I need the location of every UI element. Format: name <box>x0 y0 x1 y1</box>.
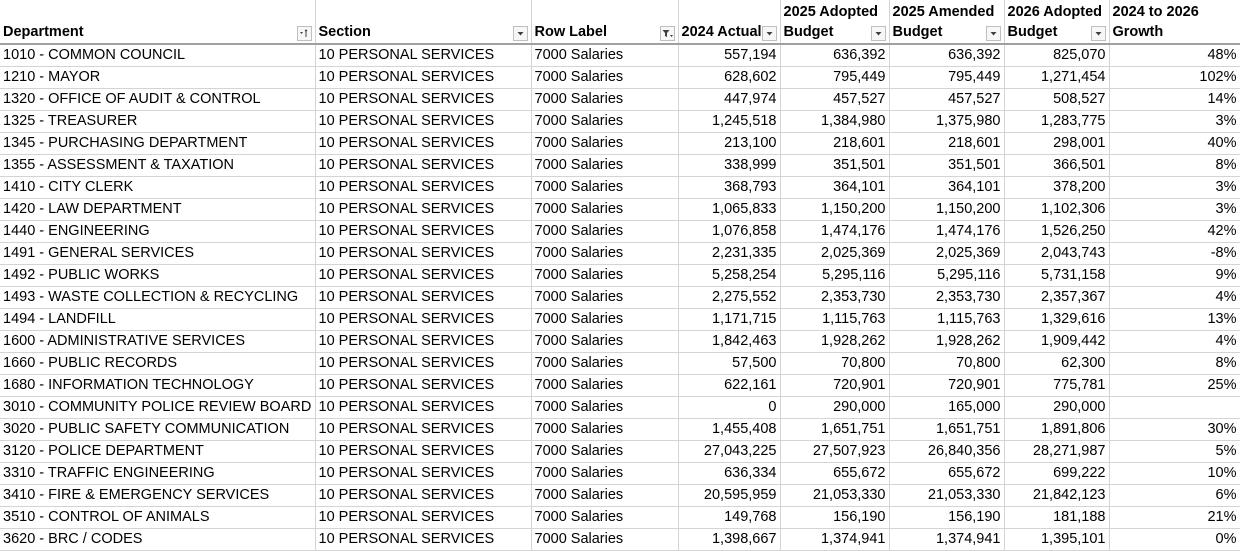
actual-2024-cell[interactable]: 5,258,254 <box>678 265 780 287</box>
row-label-cell[interactable]: 7000 Salaries <box>531 177 678 199</box>
adopted-2026-cell[interactable]: 1,395,101 <box>1004 529 1109 551</box>
table-row <box>0 177 1240 199</box>
department-cell[interactable]: 1680 - INFORMATION TECHNOLOGY <box>0 375 315 397</box>
header-2026-adopted[interactable] <box>1004 0 1109 44</box>
row-label-cell[interactable]: 7000 Salaries <box>531 463 678 485</box>
row-label-cell[interactable]: 7000 Salaries <box>531 287 678 309</box>
growth-cell[interactable]: 8% <box>1109 353 1240 375</box>
header-row-label-label: Row Label <box>534 24 608 40</box>
table-row <box>0 89 1240 111</box>
actual-2024-cell[interactable]: 338,999 <box>678 155 780 177</box>
section-cell[interactable]: 10 PERSONAL SERVICES <box>315 221 531 243</box>
amended-2025-cell[interactable]: 1,651,751 <box>889 419 1004 441</box>
growth-cell[interactable]: 40% <box>1109 133 1240 155</box>
header-2025-adopted[interactable] <box>780 0 889 44</box>
header-2025-adopted-line1: 2025 Adopted <box>783 4 879 20</box>
section-cell[interactable]: 10 PERSONAL SERVICES <box>315 89 531 111</box>
table-row <box>0 133 1240 155</box>
adopted-2026-cell[interactable]: 1,891,806 <box>1004 419 1109 441</box>
table-row <box>0 199 1240 221</box>
filter-dropdown-icon[interactable] <box>1091 26 1106 41</box>
adopted-2025-cell[interactable]: 70,800 <box>780 353 889 375</box>
amended-2025-cell[interactable]: 1,150,200 <box>889 199 1004 221</box>
adopted-2026-cell[interactable]: 28,271,987 <box>1004 441 1109 463</box>
actual-2024-cell[interactable]: 1,076,858 <box>678 221 780 243</box>
adopted-2025-cell[interactable]: 5,295,116 <box>780 265 889 287</box>
amended-2025-cell[interactable]: 1,474,176 <box>889 221 1004 243</box>
adopted-2025-cell[interactable]: 351,501 <box>780 155 889 177</box>
actual-2024-cell[interactable]: 1,842,463 <box>678 331 780 353</box>
adopted-2026-cell[interactable]: 62,300 <box>1004 353 1109 375</box>
adopted-2026-cell[interactable]: 1,102,306 <box>1004 199 1109 221</box>
section-cell[interactable]: 10 PERSONAL SERVICES <box>315 177 531 199</box>
section-cell[interactable]: 10 PERSONAL SERVICES <box>315 111 531 133</box>
adopted-2026-cell[interactable]: 21,842,123 <box>1004 485 1109 507</box>
section-cell[interactable]: 10 PERSONAL SERVICES <box>315 485 531 507</box>
department-cell[interactable]: 3120 - POLICE DEPARTMENT <box>0 441 315 463</box>
department-cell[interactable]: 1325 - TREASURER <box>0 111 315 133</box>
department-cell[interactable]: 3020 - PUBLIC SAFETY COMMUNICATION <box>0 419 315 441</box>
filter-dropdown-icon[interactable] <box>762 26 777 41</box>
adopted-2025-cell[interactable]: 1,474,176 <box>780 221 889 243</box>
actual-2024-cell[interactable]: 149,768 <box>678 507 780 529</box>
section-cell[interactable]: 10 PERSONAL SERVICES <box>315 67 531 89</box>
department-cell[interactable]: 1493 - WASTE COLLECTION & RECYCLING <box>0 287 315 309</box>
adopted-2025-cell[interactable]: 290,000 <box>780 397 889 419</box>
growth-cell[interactable]: 25% <box>1109 375 1240 397</box>
amended-2025-cell[interactable]: 218,601 <box>889 133 1004 155</box>
actual-2024-cell[interactable]: 1,398,667 <box>678 529 780 551</box>
section-cell[interactable]: 10 PERSONAL SERVICES <box>315 441 531 463</box>
amended-2025-cell[interactable]: 457,527 <box>889 89 1004 111</box>
adopted-2025-cell[interactable]: 156,190 <box>780 507 889 529</box>
department-cell[interactable]: 3010 - COMMUNITY POLICE REVIEW BOARD <box>0 397 315 419</box>
header-section[interactable] <box>315 0 531 44</box>
table-row <box>0 111 1240 133</box>
adopted-2025-cell[interactable]: 1,651,751 <box>780 419 889 441</box>
row-label-cell[interactable]: 7000 Salaries <box>531 331 678 353</box>
department-cell[interactable]: 3620 - BRC / CODES <box>0 529 315 551</box>
department-cell[interactable]: 1440 - ENGINEERING <box>0 221 315 243</box>
adopted-2026-cell[interactable]: 290,000 <box>1004 397 1109 419</box>
row-label-cell[interactable]: 7000 Salaries <box>531 375 678 397</box>
growth-cell[interactable]: 14% <box>1109 89 1240 111</box>
section-cell[interactable]: 10 PERSONAL SERVICES <box>315 155 531 177</box>
department-cell[interactable]: 3510 - CONTROL OF ANIMALS <box>0 507 315 529</box>
table-row <box>0 485 1240 507</box>
department-cell[interactable]: 1355 - ASSESSMENT & TAXATION <box>0 155 315 177</box>
section-cell[interactable]: 10 PERSONAL SERVICES <box>315 507 531 529</box>
header-row <box>0 0 1240 44</box>
table-row <box>0 309 1240 331</box>
table-row <box>0 221 1240 243</box>
growth-cell[interactable]: 42% <box>1109 221 1240 243</box>
table-row <box>0 441 1240 463</box>
amended-2025-cell[interactable]: 1,928,262 <box>889 331 1004 353</box>
section-cell[interactable]: 10 PERSONAL SERVICES <box>315 463 531 485</box>
row-label-cell[interactable]: 7000 Salaries <box>531 155 678 177</box>
department-cell[interactable]: 1491 - GENERAL SERVICES <box>0 243 315 265</box>
actual-2024-cell[interactable]: 213,100 <box>678 133 780 155</box>
adopted-2025-cell[interactable]: 1,384,980 <box>780 111 889 133</box>
actual-2024-cell[interactable]: 2,275,552 <box>678 287 780 309</box>
section-cell[interactable]: 10 PERSONAL SERVICES <box>315 397 531 419</box>
row-label-cell[interactable]: 7000 Salaries <box>531 111 678 133</box>
amended-2025-cell[interactable]: 364,101 <box>889 177 1004 199</box>
amended-2025-cell[interactable]: 156,190 <box>889 507 1004 529</box>
adopted-2025-cell[interactable]: 21,053,330 <box>780 485 889 507</box>
section-cell[interactable]: 10 PERSONAL SERVICES <box>315 265 531 287</box>
header-growth[interactable] <box>1109 0 1240 44</box>
header-2026-adopted-line1: 2026 Adopted <box>1007 4 1103 20</box>
header-2026-adopted-line2: Budget <box>1007 24 1058 40</box>
department-cell[interactable]: 1345 - PURCHASING DEPARTMENT <box>0 133 315 155</box>
row-label-cell[interactable]: 7000 Salaries <box>531 133 678 155</box>
actual-2024-cell[interactable]: 1,065,833 <box>678 199 780 221</box>
adopted-2026-cell[interactable]: 1,526,250 <box>1004 221 1109 243</box>
adopted-2026-cell[interactable]: 298,001 <box>1004 133 1109 155</box>
amended-2025-cell[interactable]: 26,840,356 <box>889 441 1004 463</box>
amended-2025-cell[interactable]: 165,000 <box>889 397 1004 419</box>
adopted-2026-cell[interactable]: 378,200 <box>1004 177 1109 199</box>
actual-2024-cell[interactable]: 57,500 <box>678 353 780 375</box>
actual-2024-cell[interactable]: 622,161 <box>678 375 780 397</box>
section-cell[interactable]: 10 PERSONAL SERVICES <box>315 199 531 221</box>
table-row <box>0 463 1240 485</box>
adopted-2026-cell[interactable]: 825,070 <box>1004 44 1109 67</box>
actual-2024-cell[interactable]: 636,334 <box>678 463 780 485</box>
adopted-2026-cell[interactable]: 1,909,442 <box>1004 331 1109 353</box>
adopted-2025-cell[interactable]: 2,025,369 <box>780 243 889 265</box>
growth-cell[interactable]: 102% <box>1109 67 1240 89</box>
row-label-cell[interactable]: 7000 Salaries <box>531 397 678 419</box>
growth-cell[interactable]: 21% <box>1109 507 1240 529</box>
row-label-cell[interactable]: 7000 Salaries <box>531 485 678 507</box>
adopted-2025-cell[interactable]: 636,392 <box>780 44 889 67</box>
table-row <box>0 287 1240 309</box>
department-cell[interactable]: 3310 - TRAFFIC ENGINEERING <box>0 463 315 485</box>
section-cell[interactable]: 10 PERSONAL SERVICES <box>315 353 531 375</box>
adopted-2025-cell[interactable]: 218,601 <box>780 133 889 155</box>
adopted-2025-cell[interactable]: 1,115,763 <box>780 309 889 331</box>
section-cell[interactable]: 10 PERSONAL SERVICES <box>315 133 531 155</box>
department-cell[interactable]: 1494 - LANDFILL <box>0 309 315 331</box>
sort-filter-icon[interactable] <box>297 26 312 41</box>
row-label-cell[interactable]: 7000 Salaries <box>531 529 678 551</box>
row-label-cell[interactable]: 7000 Salaries <box>531 199 678 221</box>
row-label-cell[interactable]: 7000 Salaries <box>531 67 678 89</box>
growth-cell[interactable]: 3% <box>1109 111 1240 133</box>
table-row <box>0 419 1240 441</box>
amended-2025-cell[interactable]: 1,115,763 <box>889 309 1004 331</box>
growth-cell[interactable]: 0% <box>1109 529 1240 551</box>
header-2025-amended-line2: Budget <box>892 24 943 40</box>
actual-2024-cell[interactable]: 368,793 <box>678 177 780 199</box>
actual-2024-cell[interactable]: 1,245,518 <box>678 111 780 133</box>
section-cell[interactable]: 10 PERSONAL SERVICES <box>315 309 531 331</box>
table-row <box>0 375 1240 397</box>
adopted-2026-cell[interactable]: 699,222 <box>1004 463 1109 485</box>
actual-2024-cell[interactable]: 1,171,715 <box>678 309 780 331</box>
header-section-label: Section <box>318 24 371 40</box>
growth-cell[interactable]: 3% <box>1109 199 1240 221</box>
table-row <box>0 397 1240 419</box>
actual-2024-cell[interactable]: 1,455,408 <box>678 419 780 441</box>
section-cell[interactable]: 10 PERSONAL SERVICES <box>315 243 531 265</box>
header-2025-amended-line1: 2025 Amended <box>892 4 995 20</box>
adopted-2025-cell[interactable]: 655,672 <box>780 463 889 485</box>
department-cell[interactable]: 1660 - PUBLIC RECORDS <box>0 353 315 375</box>
row-label-cell[interactable]: 7000 Salaries <box>531 89 678 111</box>
row-label-cell[interactable]: 7000 Salaries <box>531 441 678 463</box>
table-row <box>0 529 1240 551</box>
actual-2024-cell[interactable]: 557,194 <box>678 44 780 67</box>
header-2025-adopted-line2: Budget <box>783 24 834 40</box>
growth-cell[interactable]: 4% <box>1109 331 1240 353</box>
actual-2024-cell[interactable]: 628,602 <box>678 67 780 89</box>
amended-2025-cell[interactable]: 2,353,730 <box>889 287 1004 309</box>
row-label-cell[interactable]: 7000 Salaries <box>531 419 678 441</box>
actual-2024-cell[interactable]: 27,043,225 <box>678 441 780 463</box>
section-cell[interactable]: 10 PERSONAL SERVICES <box>315 331 531 353</box>
filter-dropdown-icon[interactable] <box>871 26 886 41</box>
growth-cell[interactable]: 30% <box>1109 419 1240 441</box>
growth-cell[interactable]: 9% <box>1109 265 1240 287</box>
amended-2025-cell[interactable]: 70,800 <box>889 353 1004 375</box>
header-growth-line1: 2024 to 2026 <box>1112 4 1199 20</box>
header-growth-line2: Growth <box>1112 24 1164 40</box>
adopted-2026-cell[interactable]: 2,357,367 <box>1004 287 1109 309</box>
adopted-2026-cell[interactable]: 2,043,743 <box>1004 243 1109 265</box>
department-cell[interactable]: 1492 - PUBLIC WORKS <box>0 265 315 287</box>
row-label-cell[interactable]: 7000 Salaries <box>531 44 678 67</box>
adopted-2025-cell[interactable]: 1,374,941 <box>780 529 889 551</box>
adopted-2025-cell[interactable]: 1,150,200 <box>780 199 889 221</box>
amended-2025-cell[interactable]: 2,025,369 <box>889 243 1004 265</box>
row-label-cell[interactable]: 7000 Salaries <box>531 353 678 375</box>
adopted-2025-cell[interactable]: 1,928,262 <box>780 331 889 353</box>
adopted-2025-cell[interactable]: 795,449 <box>780 67 889 89</box>
growth-cell[interactable] <box>1109 397 1240 419</box>
header-department-label: Department <box>3 24 84 40</box>
section-cell[interactable]: 10 PERSONAL SERVICES <box>315 419 531 441</box>
actual-2024-cell[interactable]: 447,974 <box>678 89 780 111</box>
header-department[interactable] <box>0 0 315 44</box>
adopted-2026-cell[interactable]: 1,329,616 <box>1004 309 1109 331</box>
row-label-cell[interactable]: 7000 Salaries <box>531 221 678 243</box>
growth-cell[interactable]: 8% <box>1109 155 1240 177</box>
row-label-cell[interactable]: 7000 Salaries <box>531 265 678 287</box>
actual-2024-cell[interactable]: 0 <box>678 397 780 419</box>
department-cell[interactable]: 1010 - COMMON COUNCIL <box>0 44 315 67</box>
header-2025-amended[interactable] <box>889 0 1004 44</box>
department-cell[interactable]: 1600 - ADMINISTRATIVE SERVICES <box>0 331 315 353</box>
filter-applied-icon[interactable] <box>660 26 675 41</box>
department-cell[interactable]: 1320 - OFFICE OF AUDIT & CONTROL <box>0 89 315 111</box>
adopted-2026-cell[interactable]: 366,501 <box>1004 155 1109 177</box>
amended-2025-cell[interactable]: 21,053,330 <box>889 485 1004 507</box>
amended-2025-cell[interactable]: 5,295,116 <box>889 265 1004 287</box>
adopted-2025-cell[interactable]: 720,901 <box>780 375 889 397</box>
section-cell[interactable]: 10 PERSONAL SERVICES <box>315 529 531 551</box>
adopted-2025-cell[interactable]: 2,353,730 <box>780 287 889 309</box>
header-2024-actual-label: 2024 Actual <box>681 24 762 40</box>
amended-2025-cell[interactable]: 795,449 <box>889 67 1004 89</box>
row-label-cell[interactable]: 7000 Salaries <box>531 309 678 331</box>
header-2024-actual[interactable] <box>678 0 780 44</box>
adopted-2026-cell[interactable]: 775,781 <box>1004 375 1109 397</box>
table-row <box>0 507 1240 529</box>
growth-cell[interactable]: 10% <box>1109 463 1240 485</box>
table-row <box>0 155 1240 177</box>
adopted-2025-cell[interactable]: 364,101 <box>780 177 889 199</box>
adopted-2026-cell[interactable]: 508,527 <box>1004 89 1109 111</box>
section-cell[interactable]: 10 PERSONAL SERVICES <box>315 44 531 67</box>
table-row <box>0 265 1240 287</box>
growth-cell[interactable]: 48% <box>1109 44 1240 67</box>
amended-2025-cell[interactable]: 1,375,980 <box>889 111 1004 133</box>
amended-2025-cell[interactable]: 655,672 <box>889 463 1004 485</box>
amended-2025-cell[interactable]: 351,501 <box>889 155 1004 177</box>
growth-cell[interactable]: 13% <box>1109 309 1240 331</box>
actual-2024-cell[interactable]: 20,595,959 <box>678 485 780 507</box>
table-row <box>0 331 1240 353</box>
filter-dropdown-icon[interactable] <box>986 26 1001 41</box>
department-cell[interactable]: 1410 - CITY CLERK <box>0 177 315 199</box>
department-cell[interactable]: 1420 - LAW DEPARTMENT <box>0 199 315 221</box>
adopted-2025-cell[interactable]: 27,507,923 <box>780 441 889 463</box>
amended-2025-cell[interactable]: 1,374,941 <box>889 529 1004 551</box>
header-row-label[interactable] <box>531 0 678 44</box>
table-row <box>0 44 1240 67</box>
amended-2025-cell[interactable]: 720,901 <box>889 375 1004 397</box>
growth-cell[interactable]: 4% <box>1109 287 1240 309</box>
table-row <box>0 67 1240 89</box>
table-row <box>0 243 1240 265</box>
adopted-2026-cell[interactable]: 1,283,775 <box>1004 111 1109 133</box>
adopted-2026-cell[interactable]: 5,731,158 <box>1004 265 1109 287</box>
growth-cell[interactable]: -8% <box>1109 243 1240 265</box>
growth-cell[interactable]: 3% <box>1109 177 1240 199</box>
growth-cell[interactable]: 6% <box>1109 485 1240 507</box>
amended-2025-cell[interactable]: 636,392 <box>889 44 1004 67</box>
growth-cell[interactable]: 5% <box>1109 441 1240 463</box>
row-label-cell[interactable]: 7000 Salaries <box>531 243 678 265</box>
department-cell[interactable]: 1210 - MAYOR <box>0 67 315 89</box>
section-cell[interactable]: 10 PERSONAL SERVICES <box>315 287 531 309</box>
adopted-2026-cell[interactable]: 1,271,454 <box>1004 67 1109 89</box>
adopted-2025-cell[interactable]: 457,527 <box>780 89 889 111</box>
department-cell[interactable]: 3410 - FIRE & EMERGENCY SERVICES <box>0 485 315 507</box>
filter-dropdown-icon[interactable] <box>513 26 528 41</box>
section-cell[interactable]: 10 PERSONAL SERVICES <box>315 375 531 397</box>
adopted-2026-cell[interactable]: 181,188 <box>1004 507 1109 529</box>
row-label-cell[interactable]: 7000 Salaries <box>531 507 678 529</box>
actual-2024-cell[interactable]: 2,231,335 <box>678 243 780 265</box>
table-row <box>0 353 1240 375</box>
